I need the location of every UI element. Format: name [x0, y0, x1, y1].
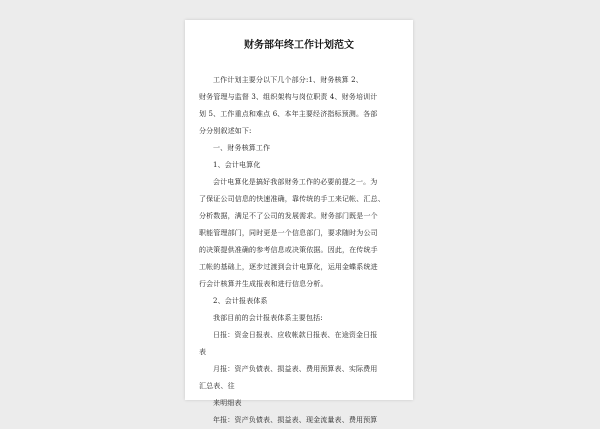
- paragraph-line: 了保证公司信息的快速准确，靠传统的手工来记帐、汇总、: [199, 195, 385, 203]
- document-title: 财务部年终工作计划范文: [244, 40, 354, 51]
- paragraph-line: 表: [199, 348, 207, 356]
- document-page: [185, 20, 413, 424]
- section-heading: 一、财务核算工作: [213, 144, 271, 152]
- paragraph-line: 来明细表: [213, 399, 242, 407]
- subsection-heading: 2、会计报表体系: [213, 297, 268, 305]
- paragraph-line: 划 5、工作重点和难点 6、本年主要经济指标预测。各部: [199, 110, 378, 118]
- paragraph-line: 工作计划主要分以下几个部分:1、财务核算 2、: [213, 76, 363, 84]
- paragraph-line: 我部目前的会计报表体系主要包括:: [213, 314, 323, 322]
- paragraph-line: 行会计核算并生成报表和进行信息分析。: [199, 280, 328, 288]
- paragraph-line: 年报：资产负债表、损益表、现金流量表、费用预算: [213, 416, 378, 424]
- document-body: [199, 72, 404, 429]
- paragraph-line: 的决策提供准确的参考信息或决策依据。因此，在传统手: [199, 246, 378, 254]
- paragraph-line: 工帐的基础上，逐步过渡到会计电算化，运用金蝶系统进: [199, 263, 378, 271]
- paragraph-line: 财务管理与监督 3、组织架构与岗位职责 4、财务培训计: [199, 93, 378, 101]
- paragraph-line: 日报：资金日报表、应收帐款日报表、在途资金日报: [213, 331, 378, 339]
- paragraph-line: 会计电算化是搞好我部财务工作的必要前提之一。为: [213, 178, 378, 186]
- paragraph-line: 职能管理部门，同时更是一个信息部门，要求随时为公司: [199, 229, 378, 237]
- paragraph-line: 分分别叙述如下:: [199, 127, 252, 135]
- subsection-heading: 1、会计电算化: [213, 161, 261, 169]
- paragraph-line: 月报：资产负债表、损益表、费用预算表、实际费用: [213, 365, 378, 373]
- paragraph-line: 分析数据，满足不了公司的发展需求。财务部门既是一个: [199, 212, 378, 220]
- paragraph-line: 汇总表、往: [199, 382, 235, 390]
